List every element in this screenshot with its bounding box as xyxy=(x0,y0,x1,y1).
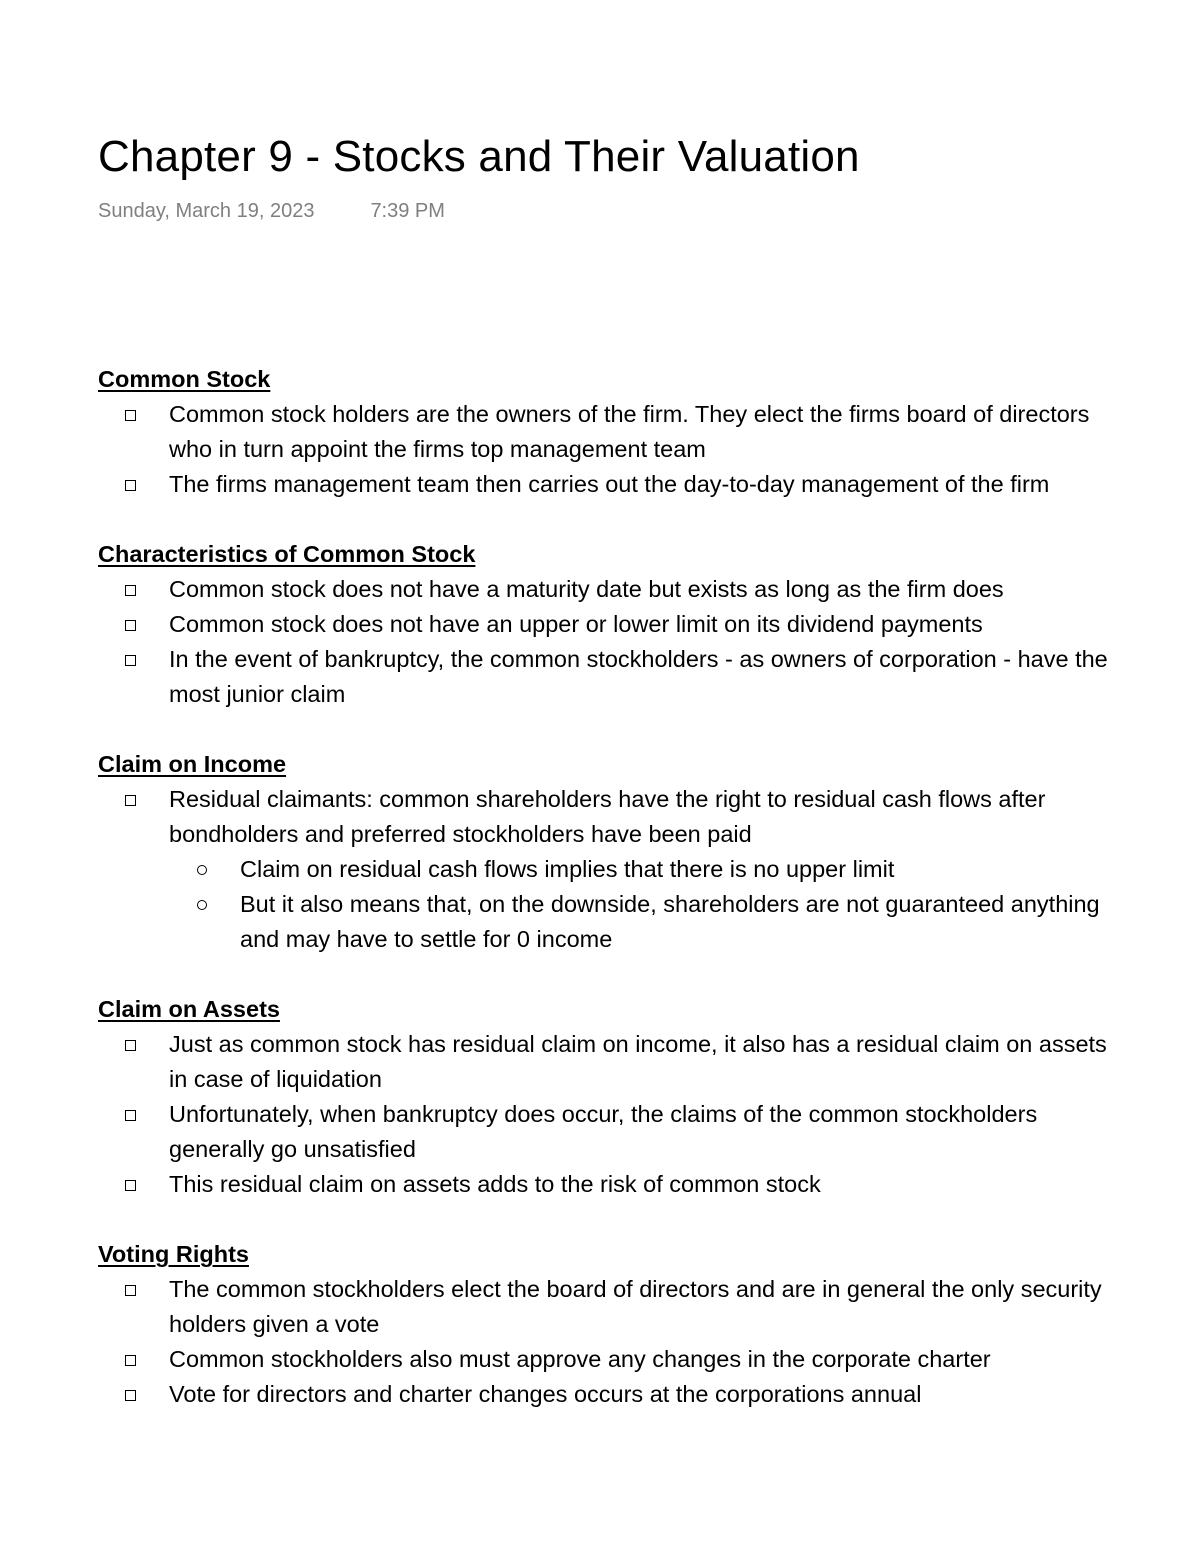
square-bullet-icon xyxy=(125,1390,136,1401)
section-heading: Voting Rights xyxy=(98,1241,249,1267)
list-item-text: Common stock does not have a maturity date but exists as long as the firm does xyxy=(169,576,1004,602)
note-body xyxy=(98,362,1128,1436)
list-item xyxy=(98,607,1128,642)
sub-list-item xyxy=(98,887,1128,957)
list-item-text: In the event of bankruptcy, the common stockholders - as owners of corporation - have the most junior claim xyxy=(169,646,1108,707)
list-item xyxy=(98,1167,1128,1202)
square-bullet-icon xyxy=(125,410,136,421)
list-item xyxy=(98,572,1128,607)
section xyxy=(98,747,1128,957)
section-heading: Characteristics of Common Stock xyxy=(98,541,476,567)
section xyxy=(98,537,1128,712)
list-item xyxy=(98,1097,1128,1167)
square-bullet-icon xyxy=(125,480,136,491)
circle-bullet-icon xyxy=(197,900,207,910)
list-item-text: Unfortunately, when bankruptcy does occur, the claims of the common stockholders generally go unsatisfied xyxy=(169,1101,1038,1162)
list-item xyxy=(98,642,1128,712)
list-item-text: Common stock holders are the owners of the firm. They elect the firms board of directors who in turn appoint the firms top management team xyxy=(169,401,1090,462)
section-heading: Claim on Income xyxy=(98,751,287,777)
square-bullet-icon xyxy=(125,1285,136,1296)
list-item-text: Common stock does not have an upper or lower limit on its dividend payments xyxy=(169,611,983,637)
circle-bullet-icon xyxy=(197,865,207,875)
section-heading: Common Stock xyxy=(98,366,271,392)
list-item xyxy=(98,1377,1128,1412)
sub-list-item-text: But it also means that, on the downside, shareholders are not guaranteed anything and may have to settle for 0 income xyxy=(240,891,1100,952)
list-item-text: Vote for directors and charter changes occurs at the corporations annual xyxy=(169,1381,922,1407)
section-heading: Claim on Assets xyxy=(98,996,280,1022)
list-item xyxy=(98,1342,1128,1377)
square-bullet-icon xyxy=(125,1040,136,1051)
list-item xyxy=(98,1027,1128,1097)
square-bullet-icon xyxy=(125,585,136,596)
list-item-text: The firms management team then carries out the day-to-day management of the firm xyxy=(169,471,1050,497)
sub-list-item-text: Claim on residual cash flows implies that there is no upper limit xyxy=(240,856,895,882)
square-bullet-icon xyxy=(125,1355,136,1366)
list-item xyxy=(98,1272,1128,1342)
list-item-text: This residual claim on assets adds to the risk of common stock xyxy=(169,1171,821,1197)
list-item xyxy=(98,467,1128,502)
section xyxy=(98,1237,1128,1412)
list-item-text: Just as common stock has residual claim on income, it also has a residual claim on assets in case of liquidation xyxy=(169,1031,1107,1092)
list-item-text: The common stockholders elect the board of directors and are in general the only security holders given a vote xyxy=(169,1276,1102,1337)
square-bullet-icon xyxy=(125,1180,136,1191)
list-item xyxy=(98,397,1128,467)
square-bullet-icon xyxy=(125,1110,136,1121)
page-title: Chapter 9 - Stocks and Their Valuation xyxy=(98,132,860,181)
page-timestamp xyxy=(98,200,445,223)
section xyxy=(98,362,1128,502)
square-bullet-icon xyxy=(125,620,136,631)
list-item-text: Common stockholders also must approve any changes in the corporate charter xyxy=(169,1346,991,1372)
list-item-text: Residual claimants: common shareholders have the right to residual cash flows after bondholders and preferred stockholders have been paid xyxy=(169,786,1046,847)
section xyxy=(98,992,1128,1202)
note-time: 7:39 PM xyxy=(370,200,445,222)
sub-list-item xyxy=(98,852,1128,887)
note-date: Sunday, March 19, 2023 xyxy=(98,200,315,222)
list-item xyxy=(98,782,1128,852)
square-bullet-icon xyxy=(125,795,136,806)
square-bullet-icon xyxy=(125,655,136,666)
